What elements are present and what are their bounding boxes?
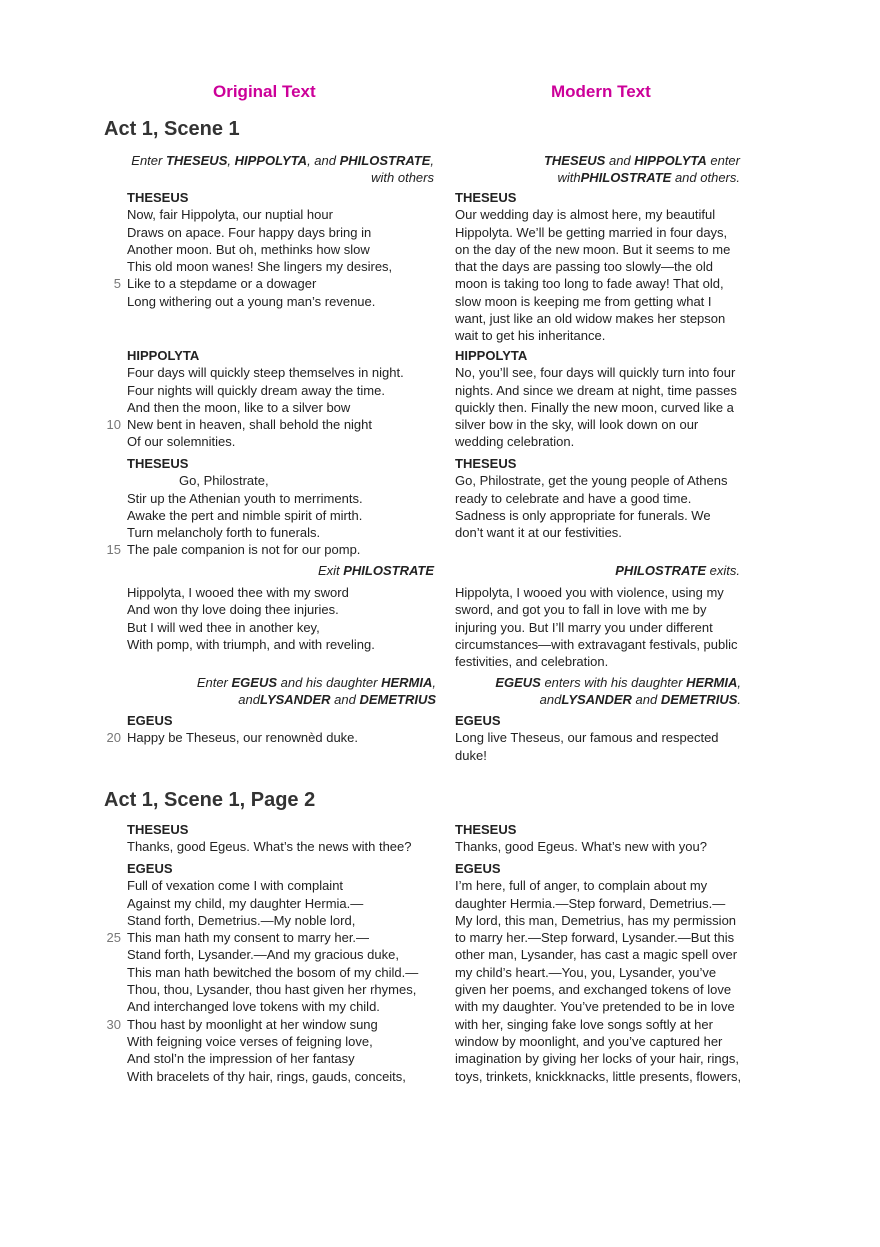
speaker-name: EGEUS	[455, 861, 501, 876]
verse-line: 5 Like to a stepdame or a dowager	[127, 275, 447, 292]
speaker-name: THESEUS	[127, 456, 189, 471]
verse-line: Long withering out a young man’s revenue.	[127, 293, 376, 309]
speech-modern: Hippolyta, I wooed you with violence, using my sword, and got you to fall in love with me by injuring you. But I’ll marry you under different circumstances—with extravagant festivals, public festivities, and celebration.	[455, 585, 738, 670]
speech-original	[106, 347, 447, 451]
speaker-name: THESEUS	[127, 190, 189, 205]
speech-modern: THESEUS Thanks, good Egeus. What’s new with you?	[455, 821, 755, 856]
speech-original	[106, 455, 447, 559]
verse-line: Thanks, good Egeus. What’s the news with thee?	[127, 839, 412, 855]
line-number: 5	[113, 276, 121, 292]
verse-line: Thou, thou, Lysander, thou hast given her rhymes,	[127, 982, 417, 998]
speaker-name: HIPPOLYTA	[455, 348, 528, 363]
stage-direction-modern: THESEUS and HIPPOLYTA enter withPHILOSTRATE and others.	[543, 153, 740, 186]
verse-line: Four days will quickly steep themselves in night.	[127, 365, 404, 381]
verse-line: And then the moon, like to a silver bow	[127, 399, 351, 415]
stage-direction-modern: EGEUS enters with his daughter HERMIA, andLYSANDER and DEMETRIUS.	[495, 675, 741, 708]
verse-line: Awake the pert and nimble spirit of mirth.	[127, 507, 363, 523]
verse-line: With bracelets of thy hair, rings, gauds, conceits,	[127, 1068, 406, 1084]
verse-line: Another moon. But oh, methinks how slow	[127, 241, 370, 257]
stage-direction-original: Enter THESEUS, HIPPOLYTA, and PHILOSTRATE, with others	[131, 153, 434, 186]
speaker-name: THESEUS	[127, 822, 189, 837]
speech-modern: EGEUS Long live Theseus, our famous and respected duke!	[455, 712, 755, 764]
verse-line: And stol’n the impression of her fantasy	[127, 1051, 355, 1067]
speaker-name: THESEUS	[455, 456, 517, 471]
line-number: 30	[106, 1016, 121, 1032]
speech-modern: EGEUS I’m here, full of anger, to complain about my daughter Hermia.—Step forward, Demetrius.— My lord, this man, Demetrius, has my permission to marry her.—Step forward, Lysander.—But this other man, Lysander, has cast a magic spell over my child’s heart.—You, you, Lysander, you’ve given her poems, and exchanged tokens of love with my daughter. You’ve pretended to be in love with her, singing fake love songs softly at her window by moonlight, and you’ve captured her imagination by giving her locks of your hair, rings, toys, trinkets, knickknacks, little presents, flowers,	[455, 860, 755, 1085]
verse-line: This man hath bewitched the bosom of my child.—	[127, 964, 419, 980]
stage-direction-original: Exit PHILOSTRATE	[317, 563, 434, 578]
verse-line: Of our solemnities.	[127, 434, 236, 450]
original-text-header: Original Text	[213, 82, 316, 101]
speaker-name: EGEUS	[127, 713, 173, 728]
verse-line: With feigning voice verses of feigning love,	[127, 1033, 373, 1049]
verse-line: 10 New bent in heaven, shall behold the night	[106, 417, 373, 433]
verse-line: Draws on apace. Four happy days bring in	[127, 224, 372, 240]
speech-original	[106, 712, 447, 747]
speech-modern: THESEUS Our wedding day is almost here, my beautiful Hippolyta. We’ll be getting married in four days, on the day of the new moon. But it seems to me that the days are passing too slowly—the old moon is taking too long to fade away! That old, slow moon is keeping me from getting what I want, just like an old widow makes her stepson wait to get his inheritance.	[455, 189, 755, 345]
verse-line: Stand forth, Demetrius.—My noble lord,	[127, 912, 356, 928]
speaker-name: THESEUS	[455, 822, 517, 837]
speech-original	[106, 860, 447, 1085]
stage-direction-original: Enter EGEUS and his daughter HERMIA, andLYSANDER and DEMETRIUS	[196, 675, 436, 708]
verse-line: But I will wed thee in another key,	[127, 619, 320, 635]
verse-line: Against my child, my daughter Hermia.—	[127, 895, 364, 911]
speaker-name: EGEUS	[127, 861, 173, 876]
verse-line: Four nights will quickly dream away the time.	[127, 382, 385, 398]
verse-line: Go, Philostrate,	[179, 473, 269, 489]
scene-title: Act 1, Scene 1	[104, 118, 240, 140]
verse-line: With pomp, with triumph, and with reveling.	[127, 636, 375, 652]
line-number: 15	[106, 542, 121, 558]
verse-line: Stir up the Athenian youth to merriments.	[127, 490, 363, 506]
stage-direction-modern: PHILOSTRATE exits.	[615, 563, 740, 578]
line-number: 10	[106, 417, 121, 433]
verse-line: 15 The pale companion is not for our pomp.	[106, 542, 361, 558]
speech-original	[113, 189, 447, 310]
line-number: 25	[106, 930, 121, 946]
verse-line: Stand forth, Lysander.—And my gracious duke,	[127, 947, 399, 963]
speech-original	[127, 584, 447, 653]
speaker-name: HIPPOLYTA	[127, 348, 200, 363]
speech-modern: THESEUS Go, Philostrate, get the young people of Athens ready to celebrate and have a good time. Sadness is only appropriate for funerals. We don’t want it at our festivities.	[455, 455, 755, 541]
verse-line: And won thy love doing thee injuries.	[127, 602, 339, 618]
line-number: 20	[106, 730, 121, 746]
speech-modern: HIPPOLYTA No, you’ll see, four days will quickly turn into four nights. And since we dream at night, time passes quickly then. Finally the new moon, curved like a silver bow in the sky, will look down on our wedding celebration.	[455, 347, 755, 451]
speech-original	[127, 821, 447, 856]
scene-page-title: Act 1, Scene 1, Page 2	[104, 789, 316, 811]
verse-line: Turn melancholy forth to funerals.	[127, 525, 321, 541]
verse-line: Full of vexation come I with complaint	[127, 878, 344, 894]
verse-line: 20 Happy be Theseus, our renownèd duke.	[106, 730, 359, 746]
verse-line: This old moon wanes! She lingers my desires,	[127, 259, 393, 275]
verse-line: Now, fair Hippolyta, our nuptial hour	[127, 207, 333, 223]
speaker-name: THESEUS	[455, 190, 517, 205]
verse-line: Hippolyta, I wooed thee with my sword	[127, 585, 349, 600]
verse-line: 25 This man hath my consent to marry her.—	[106, 930, 370, 946]
modern-text-header: Modern Text	[551, 82, 651, 101]
verse-line: 30 Thou hast by moonlight at her window sung	[106, 1016, 378, 1032]
speaker-name: EGEUS	[455, 713, 501, 728]
verse-line: And interchanged love tokens with my child.	[127, 999, 380, 1015]
